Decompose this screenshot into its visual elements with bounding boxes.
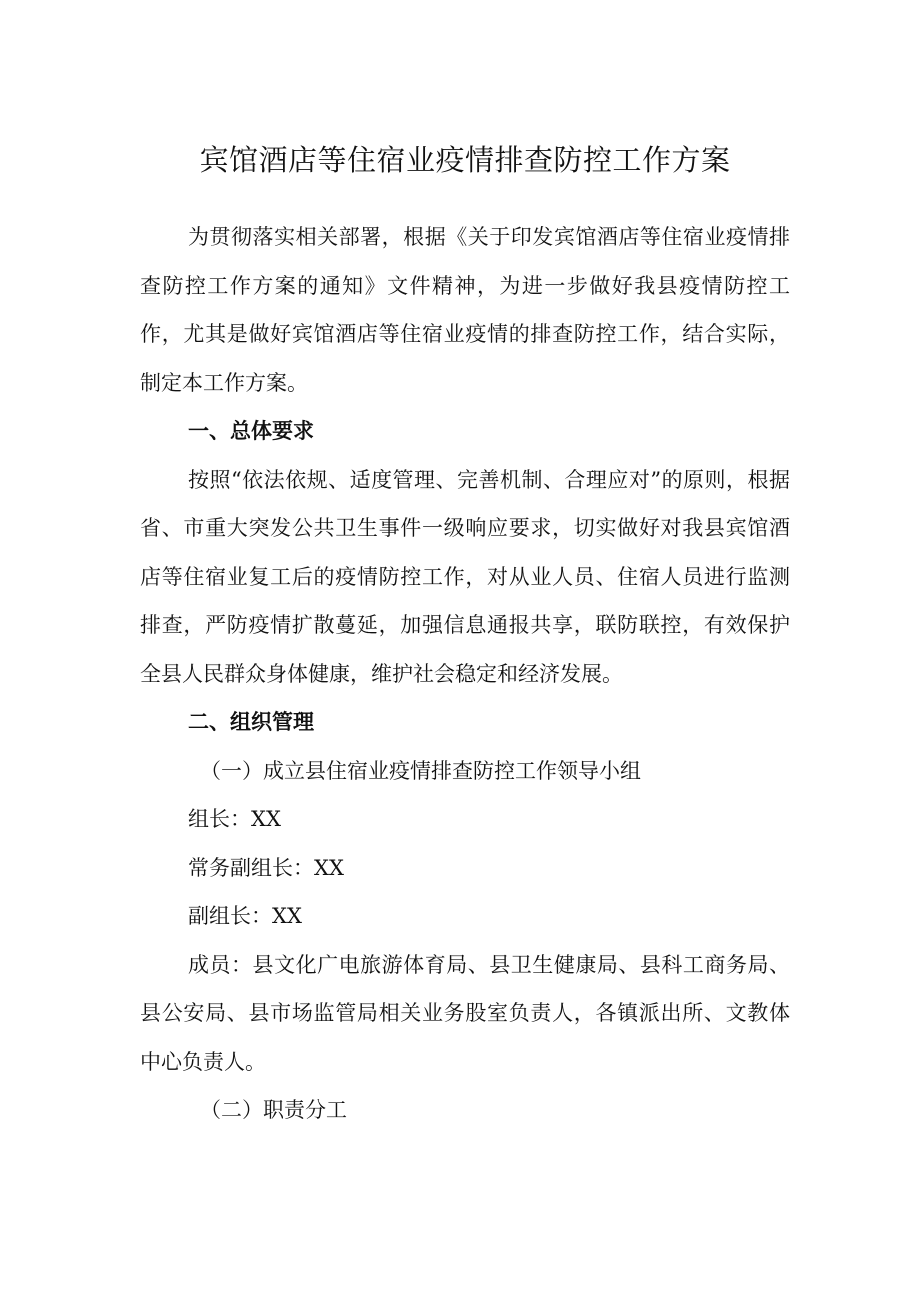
document-title: 宾馆酒店等住宿业疫情排查防控工作方案 [199, 143, 731, 177]
section-heading-organization: 二、组织管理 [188, 710, 314, 734]
members-paragraph: 成员：县文化广电旅游体育局、县卫生健康局、县科工商务局、县公安局、县市场监管局相关业务股室负责人，各镇派出所、文教体中心负责人。 [140, 952, 790, 1074]
subsection-responsibilities: （二）职责分工 [200, 1098, 347, 1122]
deputy-line: 副组长：XX [188, 904, 302, 928]
subsection-leading-group: （一）成立县住宿业疫情排查防控工作领导小组 [200, 758, 641, 783]
section-heading-general-requirements: 一、总体要求 [188, 419, 314, 443]
document-body [140, 213, 790, 1135]
intro-paragraph: 为贯彻落实相关部署，根据《关于印发宾馆酒店等住宿业疫情排查防控工作方案的通知》文件精神，为进一步做好我县疫情防控工作，尤其是做好宾馆酒店等住宿业疫情的排查防控工作，结合实际，制定本工作方案。 [140, 225, 790, 395]
general-requirements-paragraph: 按照“依法依规、适度管理、完善机制、合理应对”的原则，根据省、市重大突发公共卫生事件一级响应要求，切实做好对我县宾馆酒店等住宿业复工后的疫情防控工作，对从业人员、住宿人员进行监测排查，严防疫情扩散蔓延，加强信息通报共享，联防联控，有效保护全县人民群众身体健康，维护社会稳定和经济发展。 [140, 467, 790, 686]
executive-deputy-line: 常务副组长：XX [188, 855, 344, 880]
leader-line: 组长：XX [188, 807, 281, 831]
